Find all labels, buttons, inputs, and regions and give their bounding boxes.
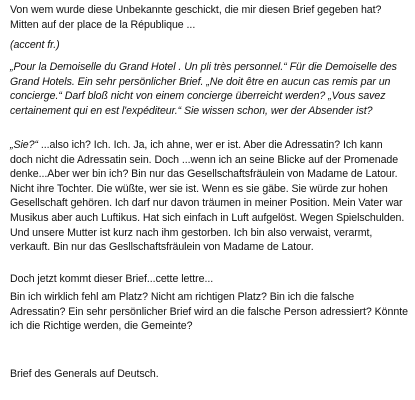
monologue-body: ...also ich? Ich. Ich. Ja, ich ahne, wer er ist. Aber die Adressatin? Ich kann doch nicht die Adressatin sein. Doch ...wenn ich an seine Blicke auf der Promenade denke...Aber wer bin ich? Bin nur das Gesellschaftsfräulein von Madame de Latour. Nicht ihre Tochter. Die wüßte, wer sie ist. Wenn es sie gäbe. Sie würde zur hohen Gesellschaft gehören. Ich darf nur davon träumen in meiner Position. Mein Vater war Musikus aber auch Luftikus. Hat sich einfach in Luft aufgelöst. Wegen Spielschulden. Und unsere Mutter ist kurz nach ihm gestorben. Ich bin also verwaist, verarmt, verkauft. Bin nur das Gesllschaftsfräulein von Madame de Latour. [10, 139, 405, 254]
monologue-question: „Sie?“ [10, 139, 38, 151]
paragraph-letter-text: „Pour la Demoiselle du Grand Hotel . Un pli très personnel.“ Für die Demoiselle des Grand Hotels. Ein sehr persönlicher Brief. „Ne doit être en aucun cas remis par un concierge.“ Darf bloß nicht von einem concierge überreicht werden? „Vous savez certainement qui en est l'expéditeur.“ Sie wissen schon, wer der Absender ist? [10, 61, 397, 117]
paragraph-questions: Bin ich wirklich fehl am Platz? Nicht am richtigen Platz? Bin ich die falsche Adressatin? Ein sehr persönlicher Brief wird an die falsche Person adressiert? Könnte ich die Richtige werden, die Gemeinte? [10, 291, 408, 333]
paragraph-opening: Von wem wurde diese Unbekannte geschickt, die mir diesen Brief gegeben hat? Mitten auf der place de la République ... [10, 4, 382, 31]
paragraph-note-accent: (accent fr.) [10, 39, 60, 51]
paragraph-closing-note: Brief des Generals auf Deutsch. [10, 368, 159, 380]
paragraph-letter-arrives: Doch jetzt kommt dieser Brief...cette lettre... [10, 273, 214, 285]
paragraph-monologue [10, 138, 408, 255]
